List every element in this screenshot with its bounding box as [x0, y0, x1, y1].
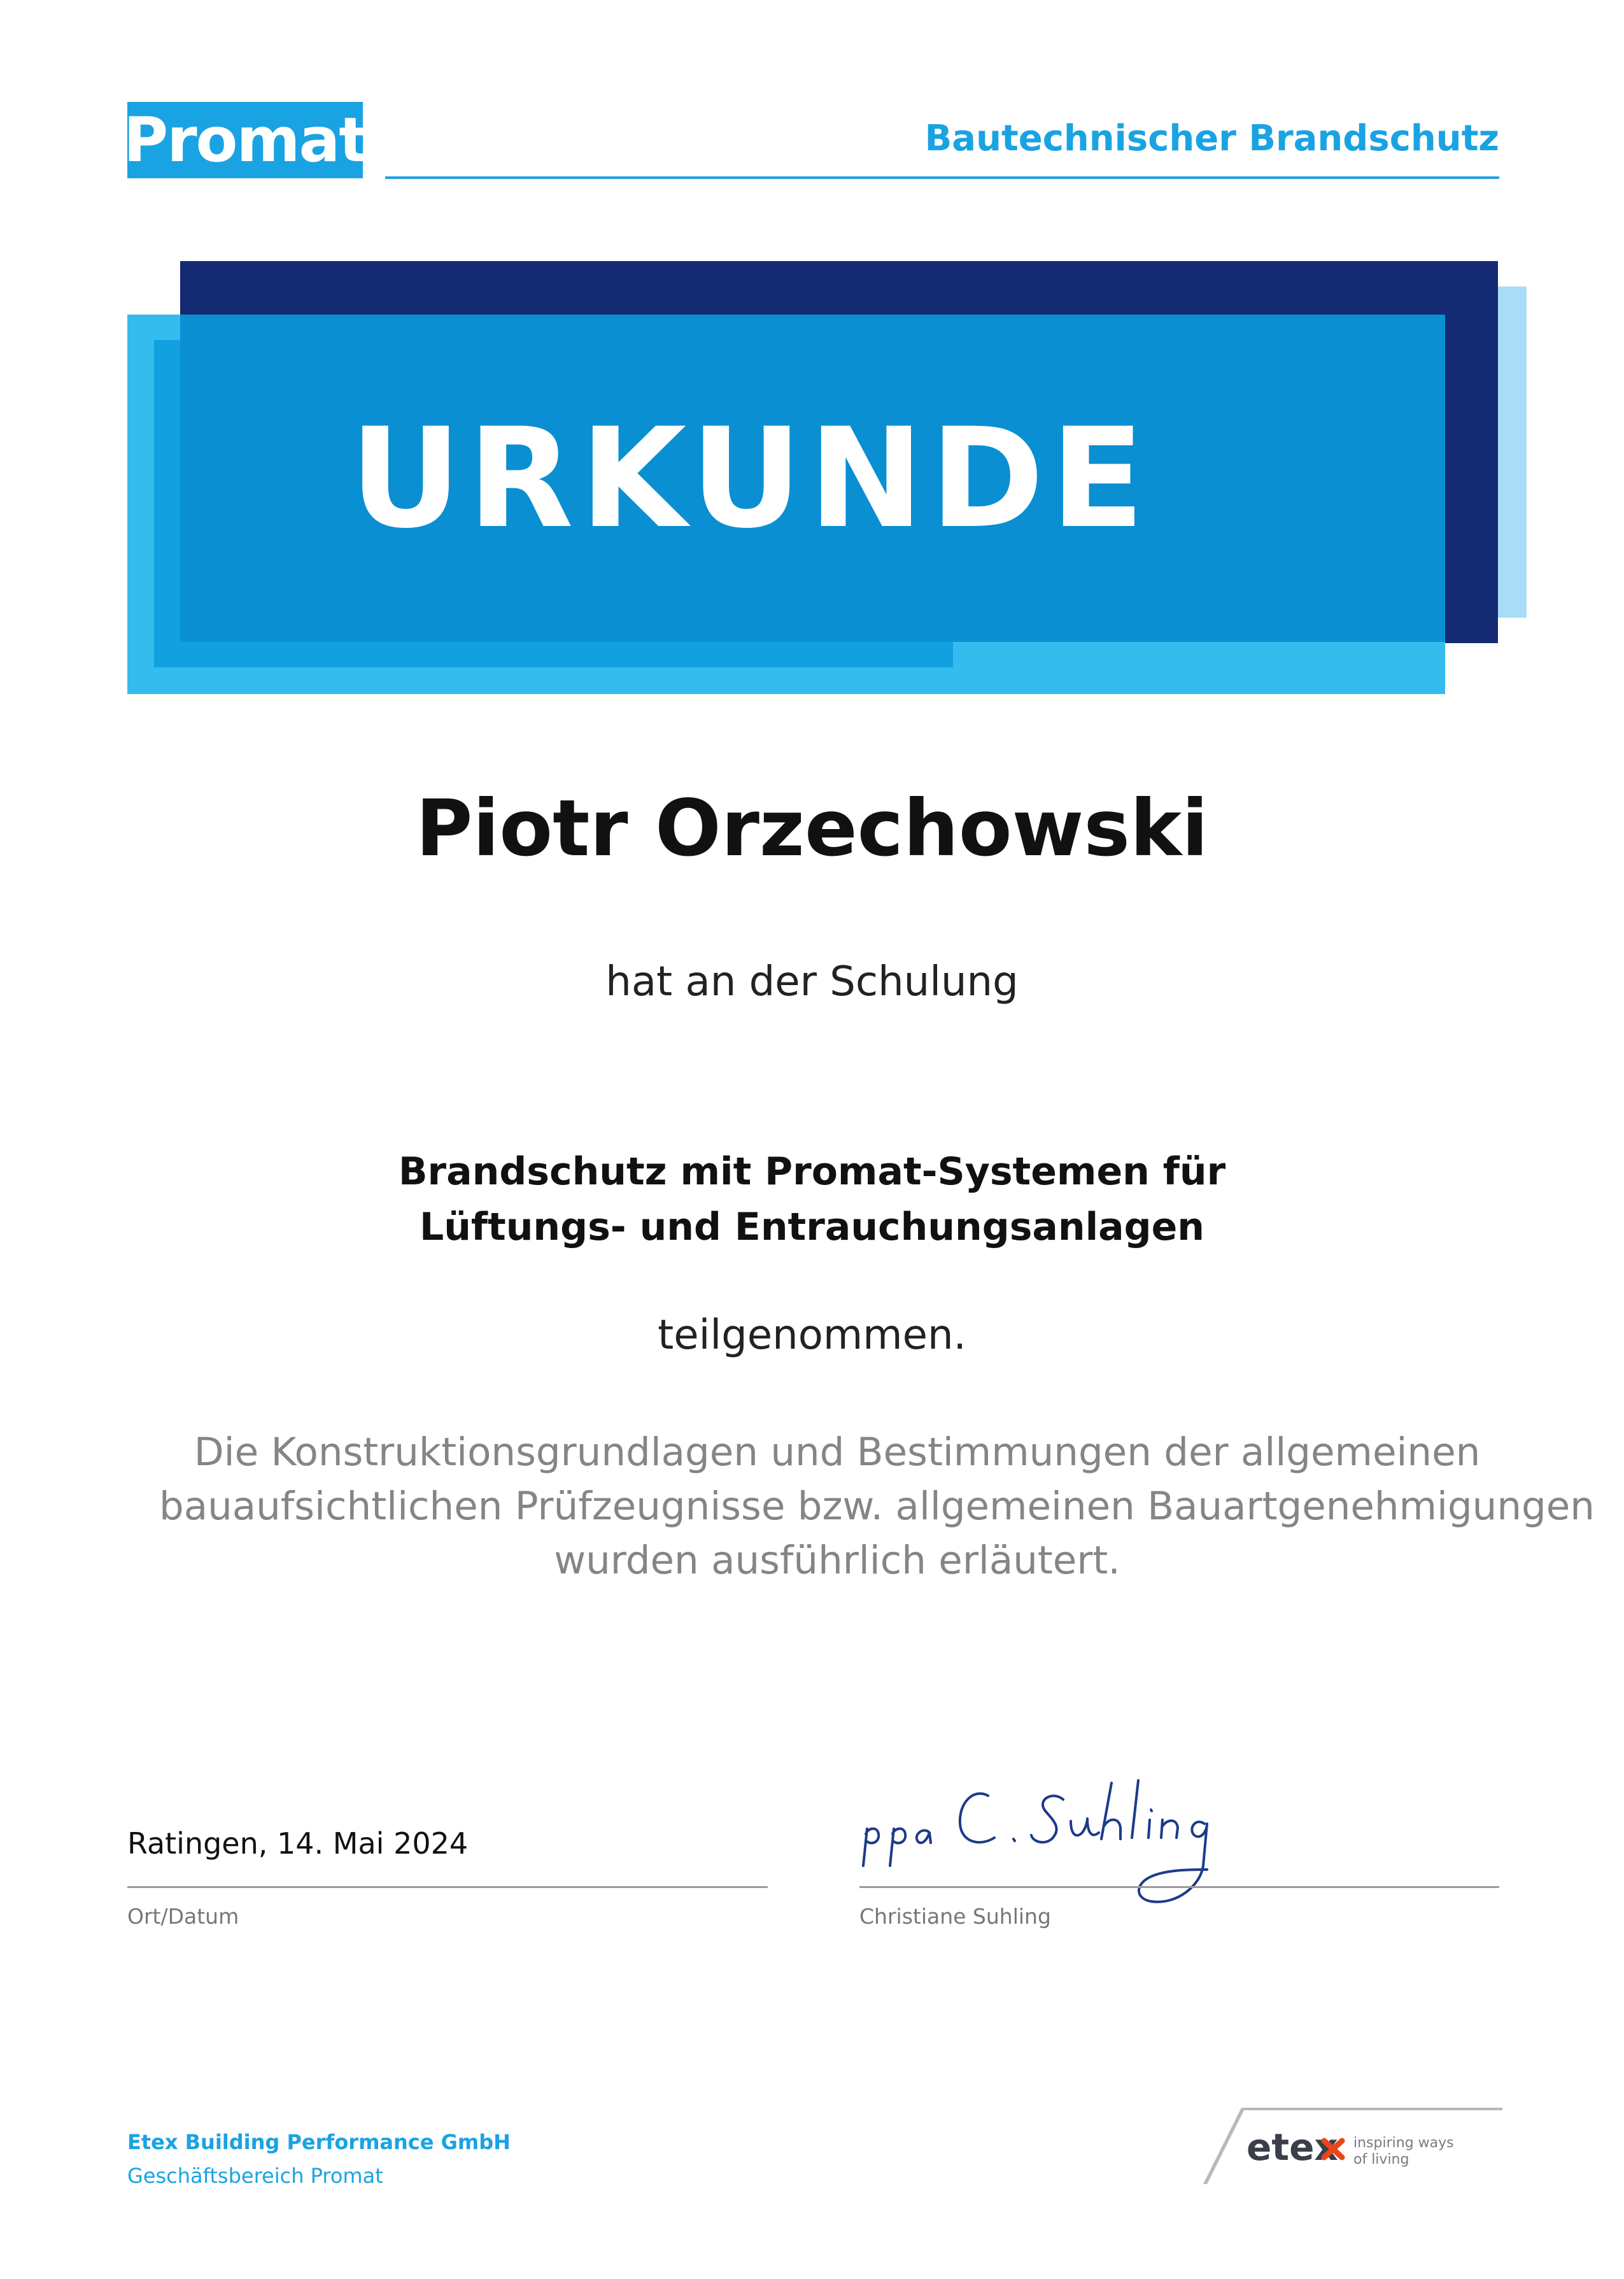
promat-logo-text: Promat [123, 104, 367, 176]
note-line-2: bauaufsichtlichen Prüfzeugnisse bzw. allgemeinen Bauartgenehmigungen [159, 1484, 1595, 1529]
note-line-1: Die Konstruktionsgrundlagen und Bestimmungen der allgemeinen [194, 1430, 1481, 1475]
course-title-line-2: Lüftungs- und Entrauchungsanlagen [419, 1205, 1205, 1249]
header-divider [385, 176, 1499, 179]
recipient-name: Piotr Orzechowski [416, 783, 1208, 874]
course-title-line-1: Brandschutz mit Promat-Systemen für [398, 1149, 1226, 1194]
intro-text: hat an der Schulung [605, 958, 1019, 1005]
footer-division: Geschäftsbereich Promat [127, 2164, 383, 2188]
place-date-label: Ort/Datum [127, 1904, 239, 1929]
signature-line [859, 1886, 1499, 1888]
footer-company: Etex Building Performance GmbH [127, 2130, 511, 2154]
etex-slogan-line-1: inspiring ways [1353, 2135, 1454, 2151]
promat-logo [123, 102, 367, 178]
signatory-label: Christiane Suhling [859, 1904, 1051, 1929]
etex-slogan-line-2: of living [1353, 2152, 1409, 2168]
outro-text: teilgenommen. [658, 1312, 966, 1359]
banner-title: URKUNDE [350, 398, 1151, 558]
note-line-3: wurden ausführlich erläutert. [554, 1538, 1120, 1583]
etex-logo [1190, 2101, 1502, 2190]
place-date-line [127, 1886, 768, 1888]
place-date: Ratingen, 14. Mai 2024 [127, 1826, 469, 1861]
header-tagline: Bautechnischer Brandschutz [924, 118, 1499, 159]
etex-logo-text: etex [1246, 2126, 1338, 2169]
